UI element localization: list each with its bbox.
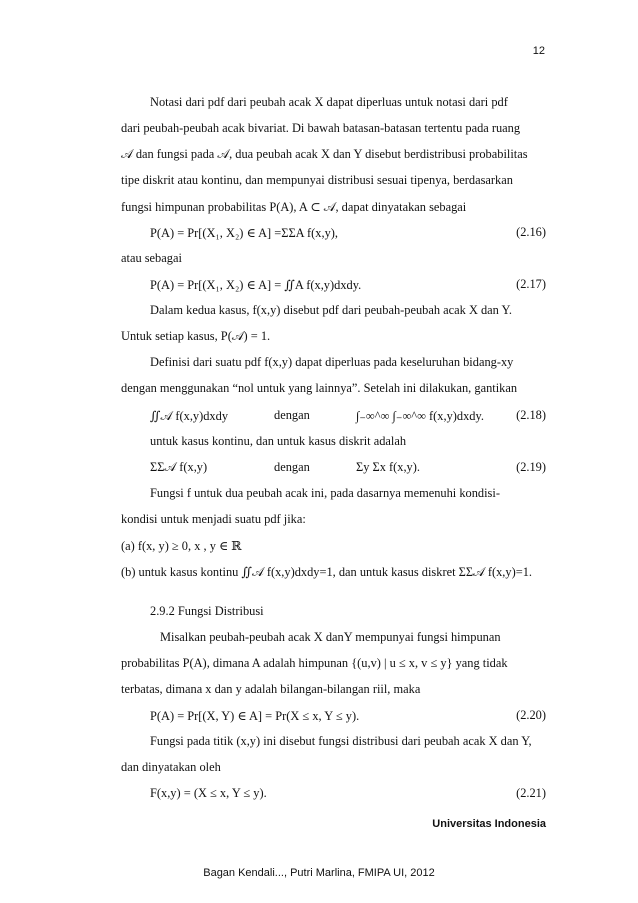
paragraph-line: dari peubah-peubah acak bivariat. Di bawah batasan-batasan tertentu pada ruang bbox=[121, 121, 521, 135]
equation-number: (2.17) bbox=[516, 277, 546, 291]
paragraph-line: Definisi dari suatu pdf f(x,y) dapat diperluas pada keseluruhan bidang-xy bbox=[150, 355, 514, 369]
paragraph-line: Untuk setiap kasus, P(𝒜) = 1. bbox=[121, 329, 271, 343]
paragraph-line: untuk kasus kontinu, dan untuk kasus diskrit adalah bbox=[150, 434, 407, 448]
equation-2-19-right: Σy Σx f(x,y). bbox=[356, 460, 420, 474]
paragraph-line: terbatas, dimana x dan y adalah bilangan-bilangan riil, maka bbox=[121, 682, 421, 696]
footer-university: Universitas Indonesia bbox=[432, 818, 546, 830]
paragraph-line: fungsi himpunan probabilitas P(A), A ⊂ 𝒜, dapat dinyatakan sebagai bbox=[121, 200, 467, 214]
equation-number: (2.21) bbox=[516, 786, 546, 800]
equation-2-19-left: ΣΣ𝒜 f(x,y) bbox=[150, 460, 208, 474]
equation-2-20: P(A) = Pr[(X, Y) ∈ A] = Pr(X ≤ x, Y ≤ y). bbox=[150, 709, 360, 723]
equation-number: (2.16) bbox=[516, 225, 546, 239]
paragraph-line: Misalkan peubah-peubah acak X danY mempunyai fungsi himpunan bbox=[160, 630, 501, 644]
paragraph-line: Notasi dari pdf dari peubah acak X dapat diperluas untuk notasi dari pdf bbox=[150, 95, 508, 109]
equation-number: (2.20) bbox=[516, 708, 546, 722]
equation-2-18-left: ∬𝒜 f(x,y)dxdy bbox=[150, 409, 229, 423]
equation-2-16: P(A) = Pr[(X₁, X₂) ∈ A] =ΣΣA f(x,y), bbox=[150, 226, 338, 240]
condition-a: (a) f(x, y) ≥ 0, x , y ∈ ℝ bbox=[121, 539, 242, 553]
equation-number: (2.18) bbox=[516, 408, 546, 422]
equation-2-21: F(x,y) = (X ≤ x, Y ≤ y). bbox=[150, 786, 267, 800]
section-heading: 2.9.2 Fungsi Distribusi bbox=[150, 604, 264, 618]
footer-citation: Bagan Kendali..., Putri Marlina, FMIPA UI, 2012 bbox=[203, 867, 435, 879]
paragraph-line: Fungsi pada titik (x,y) ini disebut fungsi distribusi dari peubah acak X dan Y, bbox=[150, 734, 532, 748]
equation-2-18-connector: dengan bbox=[274, 408, 310, 422]
equation-2-18-right: ∫₋∞^∞ ∫₋∞^∞ f(x,y)dxdy. bbox=[356, 409, 484, 423]
equation-2-17: P(A) = Pr[(X₁, X₂) ∈ A] = ∬A f(x,y)dxdy. bbox=[150, 278, 362, 292]
paragraph-line: tipe diskrit atau kontinu, dan mempunyai distribusi sesuai tipenya, berdasarkan bbox=[121, 173, 513, 187]
paragraph-line: dengan menggunakan “nol untuk yang lainnya”. Setelah ini dilakukan, gantikan bbox=[121, 381, 518, 395]
paragraph-line: dan dinyatakan oleh bbox=[121, 760, 221, 774]
page-number: 12 bbox=[532, 45, 545, 57]
equation-number: (2.19) bbox=[516, 460, 546, 474]
equation-2-19-connector: dengan bbox=[274, 460, 310, 474]
paragraph-line: atau sebagai bbox=[121, 251, 182, 265]
paragraph-line: Dalam kedua kasus, f(x,y) disebut pdf dari peubah-peubah acak X dan Y. bbox=[150, 303, 512, 317]
condition-b: (b) untuk kasus kontinu ∬𝒜 f(x,y)dxdy=1, dan untuk kasus diskret ΣΣ𝒜 f(x,y)=1. bbox=[121, 565, 533, 579]
paragraph-line: Fungsi f untuk dua peubah acak ini, pada dasarnya memenuhi kondisi- bbox=[150, 486, 500, 500]
paragraph-line: kondisi untuk menjadi suatu pdf jika: bbox=[121, 512, 306, 526]
paragraph-line: probabilitas P(A), dimana A adalah himpunan {(u,v) | u ≤ x, v ≤ y} yang tidak bbox=[121, 656, 508, 670]
paragraph-line: 𝒜 dan fungsi pada 𝒜, dua peubah acak X dan Y disebut berdistribusi probabilitas bbox=[121, 147, 528, 161]
